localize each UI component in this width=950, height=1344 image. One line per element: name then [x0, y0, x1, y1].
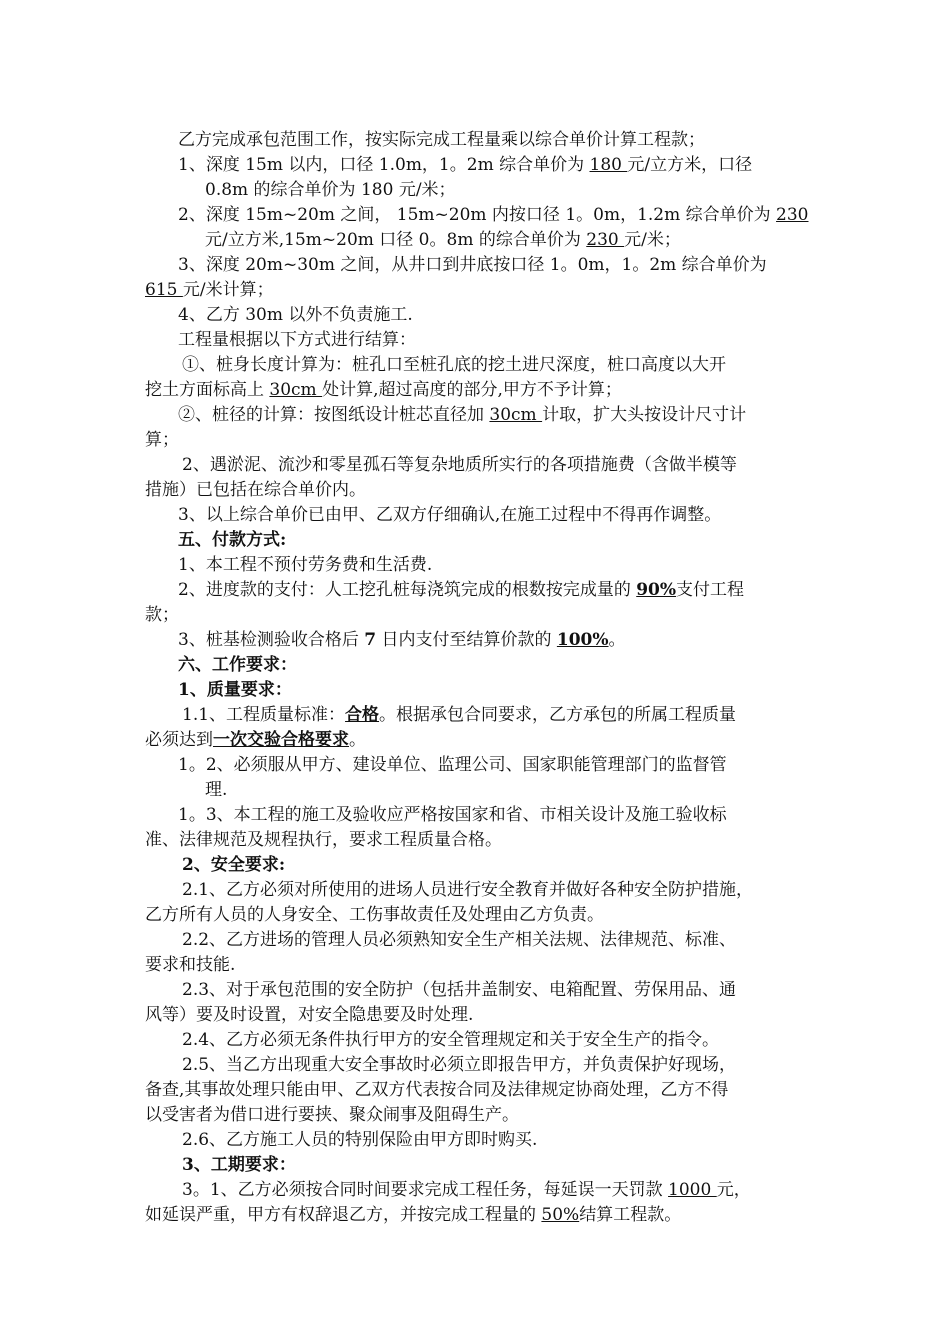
paragraph-line: 算； [145, 430, 179, 450]
paragraph-line: 乙方完成承包范围工作，按实际完成工程量乘以综合单价计算工程款； [178, 130, 705, 150]
paragraph-line: 2、深度 15m~20m 之间， 15m~20m 内按口径 1。0m，1.2m 综合单价为 230 [178, 205, 809, 225]
paragraph-line: 挖土方面标高上 30cm 处计算,超过高度的部分,甲方不予计算； [145, 380, 622, 400]
paragraph-line: 备查,其事故处理只能由甲、乙双方代表按合同及法律规定协商处理，乙方不得 [145, 1080, 729, 1100]
paragraph-line: 准、法律规范及规程执行，要求工程质量合格。 [145, 830, 502, 850]
paragraph-line: 2.3、对于承包范围的安全防护（包括井盖制安、电箱配置、劳保用品、通 [182, 980, 737, 1000]
paragraph-line: 3。1、乙方必须按合同时间要求完成工程任务，每延误一天罚款 1000 元， [182, 1180, 751, 1200]
paragraph-line: 1.1、工程质量标准：合格。根据承包合同要求，乙方承包的所属工程质量 [182, 705, 737, 725]
paragraph-line: 1。3、本工程的施工及验收应严格按国家和省、市相关设计及施工验收标 [178, 805, 727, 825]
paragraph-line: 3、深度 20m~30m 之间，从井口到井底按口径 1。0m，1。2m 综合单价为 [178, 255, 767, 275]
paragraph-line: 1、深度 15m 以内，口径 1.0m，1。2m 综合单价为 180 元/立方米，口径 [178, 155, 753, 175]
paragraph-line: 乙方所有人员的人身安全、工伤事故责任及处理由乙方负责。 [145, 905, 604, 925]
paragraph-line: 3、桩基检测验收合格后 7 日内支付至结算价款的 100%。 [178, 630, 626, 650]
section-heading: 六、工作要求： [178, 655, 297, 675]
paragraph-line: 2、遇淤泥、流沙和零星孤石等复杂地质所实行的各项措施费（含做半模等 [182, 455, 737, 475]
subsection-heading: 1、质量要求： [178, 680, 292, 700]
subsection-heading: 3、工期要求： [182, 1155, 296, 1175]
paragraph-line: 0.8m 的综合单价为 180 元/米； [205, 180, 456, 200]
paragraph-line: 元/立方米,15m~20m 口径 0。8m 的综合单价为 230 元/米； [205, 230, 681, 250]
paragraph-line: 1。2、必须服从甲方、建设单位、监理公司、国家职能管理部门的监督管 [178, 755, 727, 775]
paragraph-line: 4、乙方 30m 以外不负责施工. [178, 305, 413, 325]
paragraph-line: 理. [205, 780, 228, 800]
paragraph-line: 1、本工程不预付劳务费和生活费. [178, 555, 433, 575]
paragraph-line: 2.5、当乙方出现重大安全事故时必须立即报告甲方，并负责保护好现场， [182, 1055, 737, 1075]
paragraph-line: 以受害者为借口进行要挟、聚众闹事及阻碍生产。 [145, 1105, 519, 1125]
paragraph-line: 2.6、乙方施工人员的特别保险由甲方即时购买. [182, 1130, 538, 1150]
paragraph-line: ②、桩径的计算：按图纸设计桩芯直径加 30cm 计取，扩大头按设计尺寸计 [178, 405, 747, 425]
paragraph-line: 2、进度款的支付：人工挖孔桩每浇筑完成的根数按完成量的 90%支付工程 [178, 580, 745, 600]
paragraph-line: 必须达到一次交验合格要求。 [145, 730, 366, 750]
paragraph-line: 2.2、乙方进场的管理人员必须熟知安全生产相关法规、法律规范、标准、 [182, 930, 737, 950]
paragraph-line: 要求和技能. [145, 955, 236, 975]
paragraph-line: 3、以上综合单价已由甲、乙双方仔细确认,在施工过程中不得再作调整。 [178, 505, 722, 525]
paragraph-line: 615 元/米计算； [145, 280, 274, 300]
paragraph-line: 如延误严重，甲方有权辞退乙方，并按完成工程量的 50%结算工程款。 [145, 1205, 682, 1225]
paragraph-line: 2.4、乙方必须无条件执行甲方的安全管理规定和关于安全生产的指令。 [182, 1030, 720, 1050]
paragraph-line: 2.1、乙方必须对所使用的进场人员进行安全教育并做好各种安全防护措施， [182, 880, 754, 900]
section-heading: 五、付款方式: [178, 530, 287, 550]
paragraph-line: 工程量根据以下方式进行结算： [178, 330, 416, 350]
paragraph-line: 措施）已包括在综合单价内。 [145, 480, 366, 500]
paragraph-line: 风等）要及时设置，对安全隐患要及时处理. [145, 1005, 474, 1025]
subsection-heading: 2、安全要求: [182, 855, 286, 875]
paragraph-line: 款； [145, 605, 179, 625]
paragraph-line: ①、桩身长度计算为：桩孔口至桩孔底的挖土进尺深度，桩口高度以大开 [182, 355, 726, 375]
